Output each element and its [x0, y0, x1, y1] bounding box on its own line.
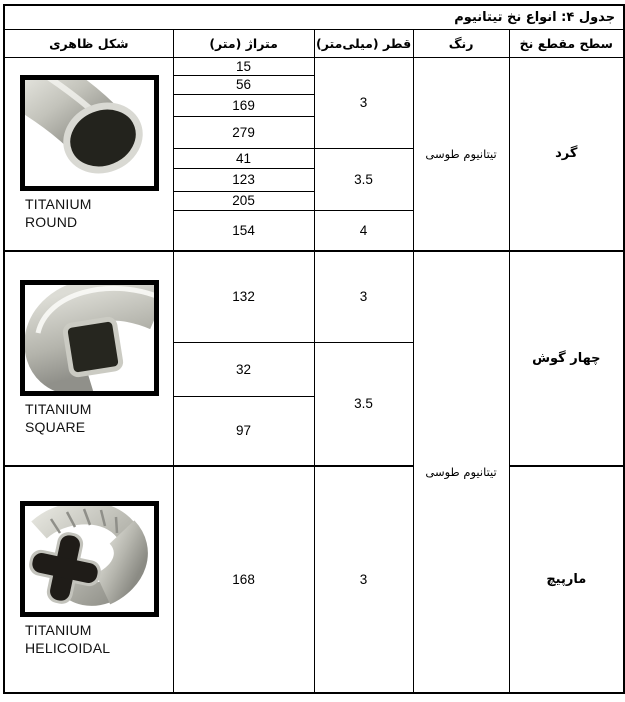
- header-cross-section: سطح مقطع نخ: [509, 29, 624, 57]
- meterage-value-cell: 132: [173, 251, 314, 342]
- diameter-value-cell: 4: [314, 210, 413, 251]
- color-cell: تیتانیوم طوسی: [413, 57, 509, 251]
- meterage-value-cell: 97: [173, 396, 314, 466]
- shape-image-cell: [4, 57, 173, 251]
- table-title: جدول ۴: انواع نخ تیتانیوم: [4, 5, 624, 29]
- titanium-helicoidal-image: [20, 501, 159, 617]
- shape-caption-line1: TITANIUM: [25, 622, 92, 639]
- diameter-value-cell: 3: [314, 57, 413, 148]
- meterage-value-cell: 41: [173, 148, 314, 168]
- cross-section-cell: مارپیچ: [509, 466, 624, 693]
- meterage-value-cell: 279: [173, 116, 314, 148]
- diameter-value-cell: 3: [314, 251, 413, 342]
- shape-image-cell: [4, 251, 173, 466]
- cross-section-cell: چهار گوش: [509, 251, 624, 466]
- meterage-value-cell: 15: [173, 57, 314, 75]
- meterage-value-cell: 56: [173, 75, 314, 94]
- header-color: رنگ: [413, 29, 509, 57]
- meterage-value-cell: 168: [173, 466, 314, 693]
- shape-image-cell: [4, 466, 173, 693]
- header-shape: شکل ظاهری: [4, 29, 173, 57]
- diameter-value-cell: 3: [314, 466, 413, 693]
- titanium-line-table: [3, 4, 625, 694]
- meterage-value-cell: 123: [173, 168, 314, 191]
- shape-caption-line2: SQUARE: [25, 419, 86, 435]
- color-cell-merged: تیتانیوم طوسی: [413, 251, 509, 693]
- header-meterage: متراژ (متر): [173, 29, 314, 57]
- diameter-value-cell: 3.5: [314, 148, 413, 210]
- cross-section-cell: گرد: [509, 57, 624, 251]
- titanium-square-image: [20, 280, 159, 396]
- shape-caption-line1: TITANIUM: [25, 196, 92, 213]
- diameter-value-cell: 3.5: [314, 342, 413, 466]
- shape-caption-line2: HELICOIDAL: [25, 640, 111, 656]
- meterage-value-cell: 205: [173, 191, 314, 210]
- titanium-round-image: [20, 75, 159, 191]
- shape-caption-line2: ROUND: [25, 214, 78, 231]
- shape-caption-line1: TITANIUM: [25, 401, 92, 418]
- header-diameter: قطر (میلی‌متر): [314, 29, 413, 57]
- meterage-value-cell: 169: [173, 94, 314, 116]
- meterage-value-cell: 154: [173, 210, 314, 251]
- meterage-value-cell: 32: [173, 342, 314, 396]
